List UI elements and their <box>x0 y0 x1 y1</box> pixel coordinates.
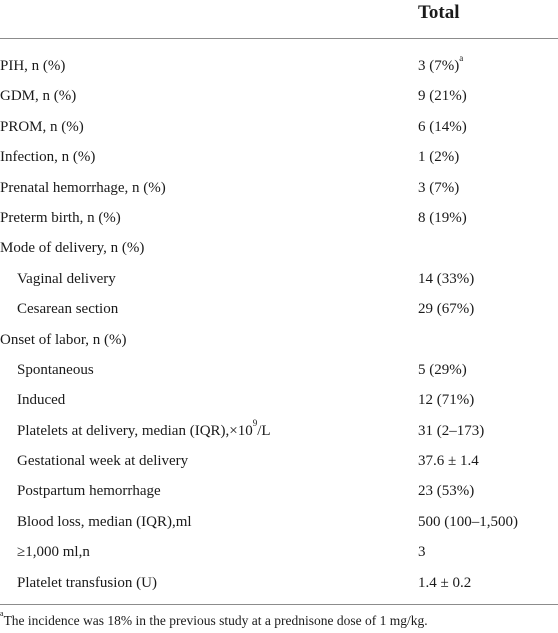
table-row <box>0 51 558 81</box>
row-label <box>17 385 65 415</box>
row-value <box>418 355 467 385</box>
row-value <box>418 385 474 415</box>
row-label <box>17 507 192 537</box>
table-row <box>0 446 558 476</box>
row-label-text: Infection, n (%) <box>0 149 96 166</box>
row-label-text: Platelet transfusion (U) <box>17 574 157 591</box>
row-label-text: Spontaneous <box>17 361 94 378</box>
row-value-text: 37.6 ± 1.4 <box>418 453 479 470</box>
table-row <box>0 416 558 446</box>
table-row <box>0 325 558 355</box>
row-label <box>0 173 166 203</box>
row-label <box>17 568 157 598</box>
row-label <box>17 294 118 324</box>
row-value <box>418 173 459 203</box>
row-label-text: Prenatal hemorrhage, n (%) <box>0 179 166 196</box>
row-label-text: Preterm birth, n (%) <box>0 209 121 226</box>
row-label <box>17 264 116 294</box>
row-value-text: 29 (67%) <box>418 301 475 318</box>
table-row <box>0 142 558 172</box>
row-value <box>418 416 484 446</box>
table-row <box>0 233 558 263</box>
row-value-text: 3 (7%) <box>418 179 460 196</box>
table-row <box>0 264 558 294</box>
row-value-text: 9 (21%) <box>418 88 467 105</box>
column-header-total: Total <box>418 2 460 23</box>
table-row <box>0 112 558 142</box>
table-row <box>0 537 558 567</box>
table-row <box>0 476 558 506</box>
row-label-text: Gestational week at delivery <box>17 453 189 470</box>
row-label <box>0 203 121 233</box>
footnote-text: The incidence was 18% in the previous study at a prednisone dose of 1 mg/kg. <box>3 613 428 628</box>
row-value <box>418 203 467 233</box>
row-value-text: 12 (71%) <box>418 392 475 409</box>
row-label-text: GDM, n (%) <box>0 88 77 105</box>
row-label <box>17 446 188 476</box>
row-value <box>418 446 479 476</box>
table-header <box>0 0 558 39</box>
row-label <box>17 355 94 385</box>
row-value <box>418 81 467 111</box>
row-value-text: 500 (100–1,500) <box>418 513 518 530</box>
row-label <box>0 233 144 263</box>
row-value-text: 1 (2%) <box>418 149 460 166</box>
row-label <box>0 81 76 111</box>
table-row <box>0 385 558 415</box>
row-label-text: Platelets at delivery, median (IQR),×10 <box>17 422 253 439</box>
row-label-text: PROM, n (%) <box>0 118 84 135</box>
row-label-text: Vaginal delivery <box>17 270 116 287</box>
row-label-text: ≥1,000 ml,n <box>17 544 90 561</box>
row-value-text: 3 <box>418 544 426 561</box>
row-label <box>17 476 161 506</box>
row-label <box>0 112 84 142</box>
row-label-text: Cesarean section <box>17 301 119 318</box>
row-label <box>17 537 90 567</box>
table-row <box>0 173 558 203</box>
row-label <box>0 325 126 355</box>
table-bottom-rule <box>0 604 558 605</box>
row-value <box>418 264 474 294</box>
row-value-text: 3 (7%) <box>418 58 460 74</box>
row-value-superscript: a <box>459 53 464 63</box>
row-value-text: 5 (29%) <box>418 361 467 378</box>
row-label-text: Onset of labor, n (%) <box>0 331 127 348</box>
row-value-text: 8 (19%) <box>418 209 467 226</box>
table-row <box>0 294 558 324</box>
row-value-text: 1.4 ± 0.2 <box>418 574 472 591</box>
table-row <box>0 81 558 111</box>
row-value <box>418 51 463 81</box>
row-value <box>418 294 474 324</box>
row-label-text: PIH, n (%) <box>0 58 66 74</box>
table-footnote <box>0 608 428 629</box>
row-value-text: 31 (2–173) <box>418 422 485 439</box>
table-body <box>0 51 558 598</box>
row-label-text: Postpartum hemorrhage <box>17 483 161 500</box>
row-label-text: Mode of delivery, n (%) <box>0 240 145 257</box>
row-label <box>17 416 271 446</box>
row-value <box>418 507 518 537</box>
row-label-superscript: 9 <box>252 417 258 428</box>
table-row <box>0 355 558 385</box>
row-label <box>0 142 95 172</box>
row-value-text: 23 (53%) <box>418 483 475 500</box>
row-value <box>418 112 467 142</box>
table-row <box>0 568 558 598</box>
row-value-text: 6 (14%) <box>418 118 467 135</box>
row-label-text: Blood loss, median (IQR),ml <box>17 513 192 530</box>
row-value-text: 14 (33%) <box>418 270 475 287</box>
row-value <box>418 537 426 567</box>
row-value <box>418 476 474 506</box>
footnote-marker: a <box>0 608 4 618</box>
row-value <box>418 142 459 172</box>
row-label-text: Induced <box>17 392 66 409</box>
row-label <box>0 51 65 81</box>
row-label-suffix: /L <box>257 422 271 439</box>
row-value <box>418 568 471 598</box>
table-row <box>0 507 558 537</box>
table-row <box>0 203 558 233</box>
